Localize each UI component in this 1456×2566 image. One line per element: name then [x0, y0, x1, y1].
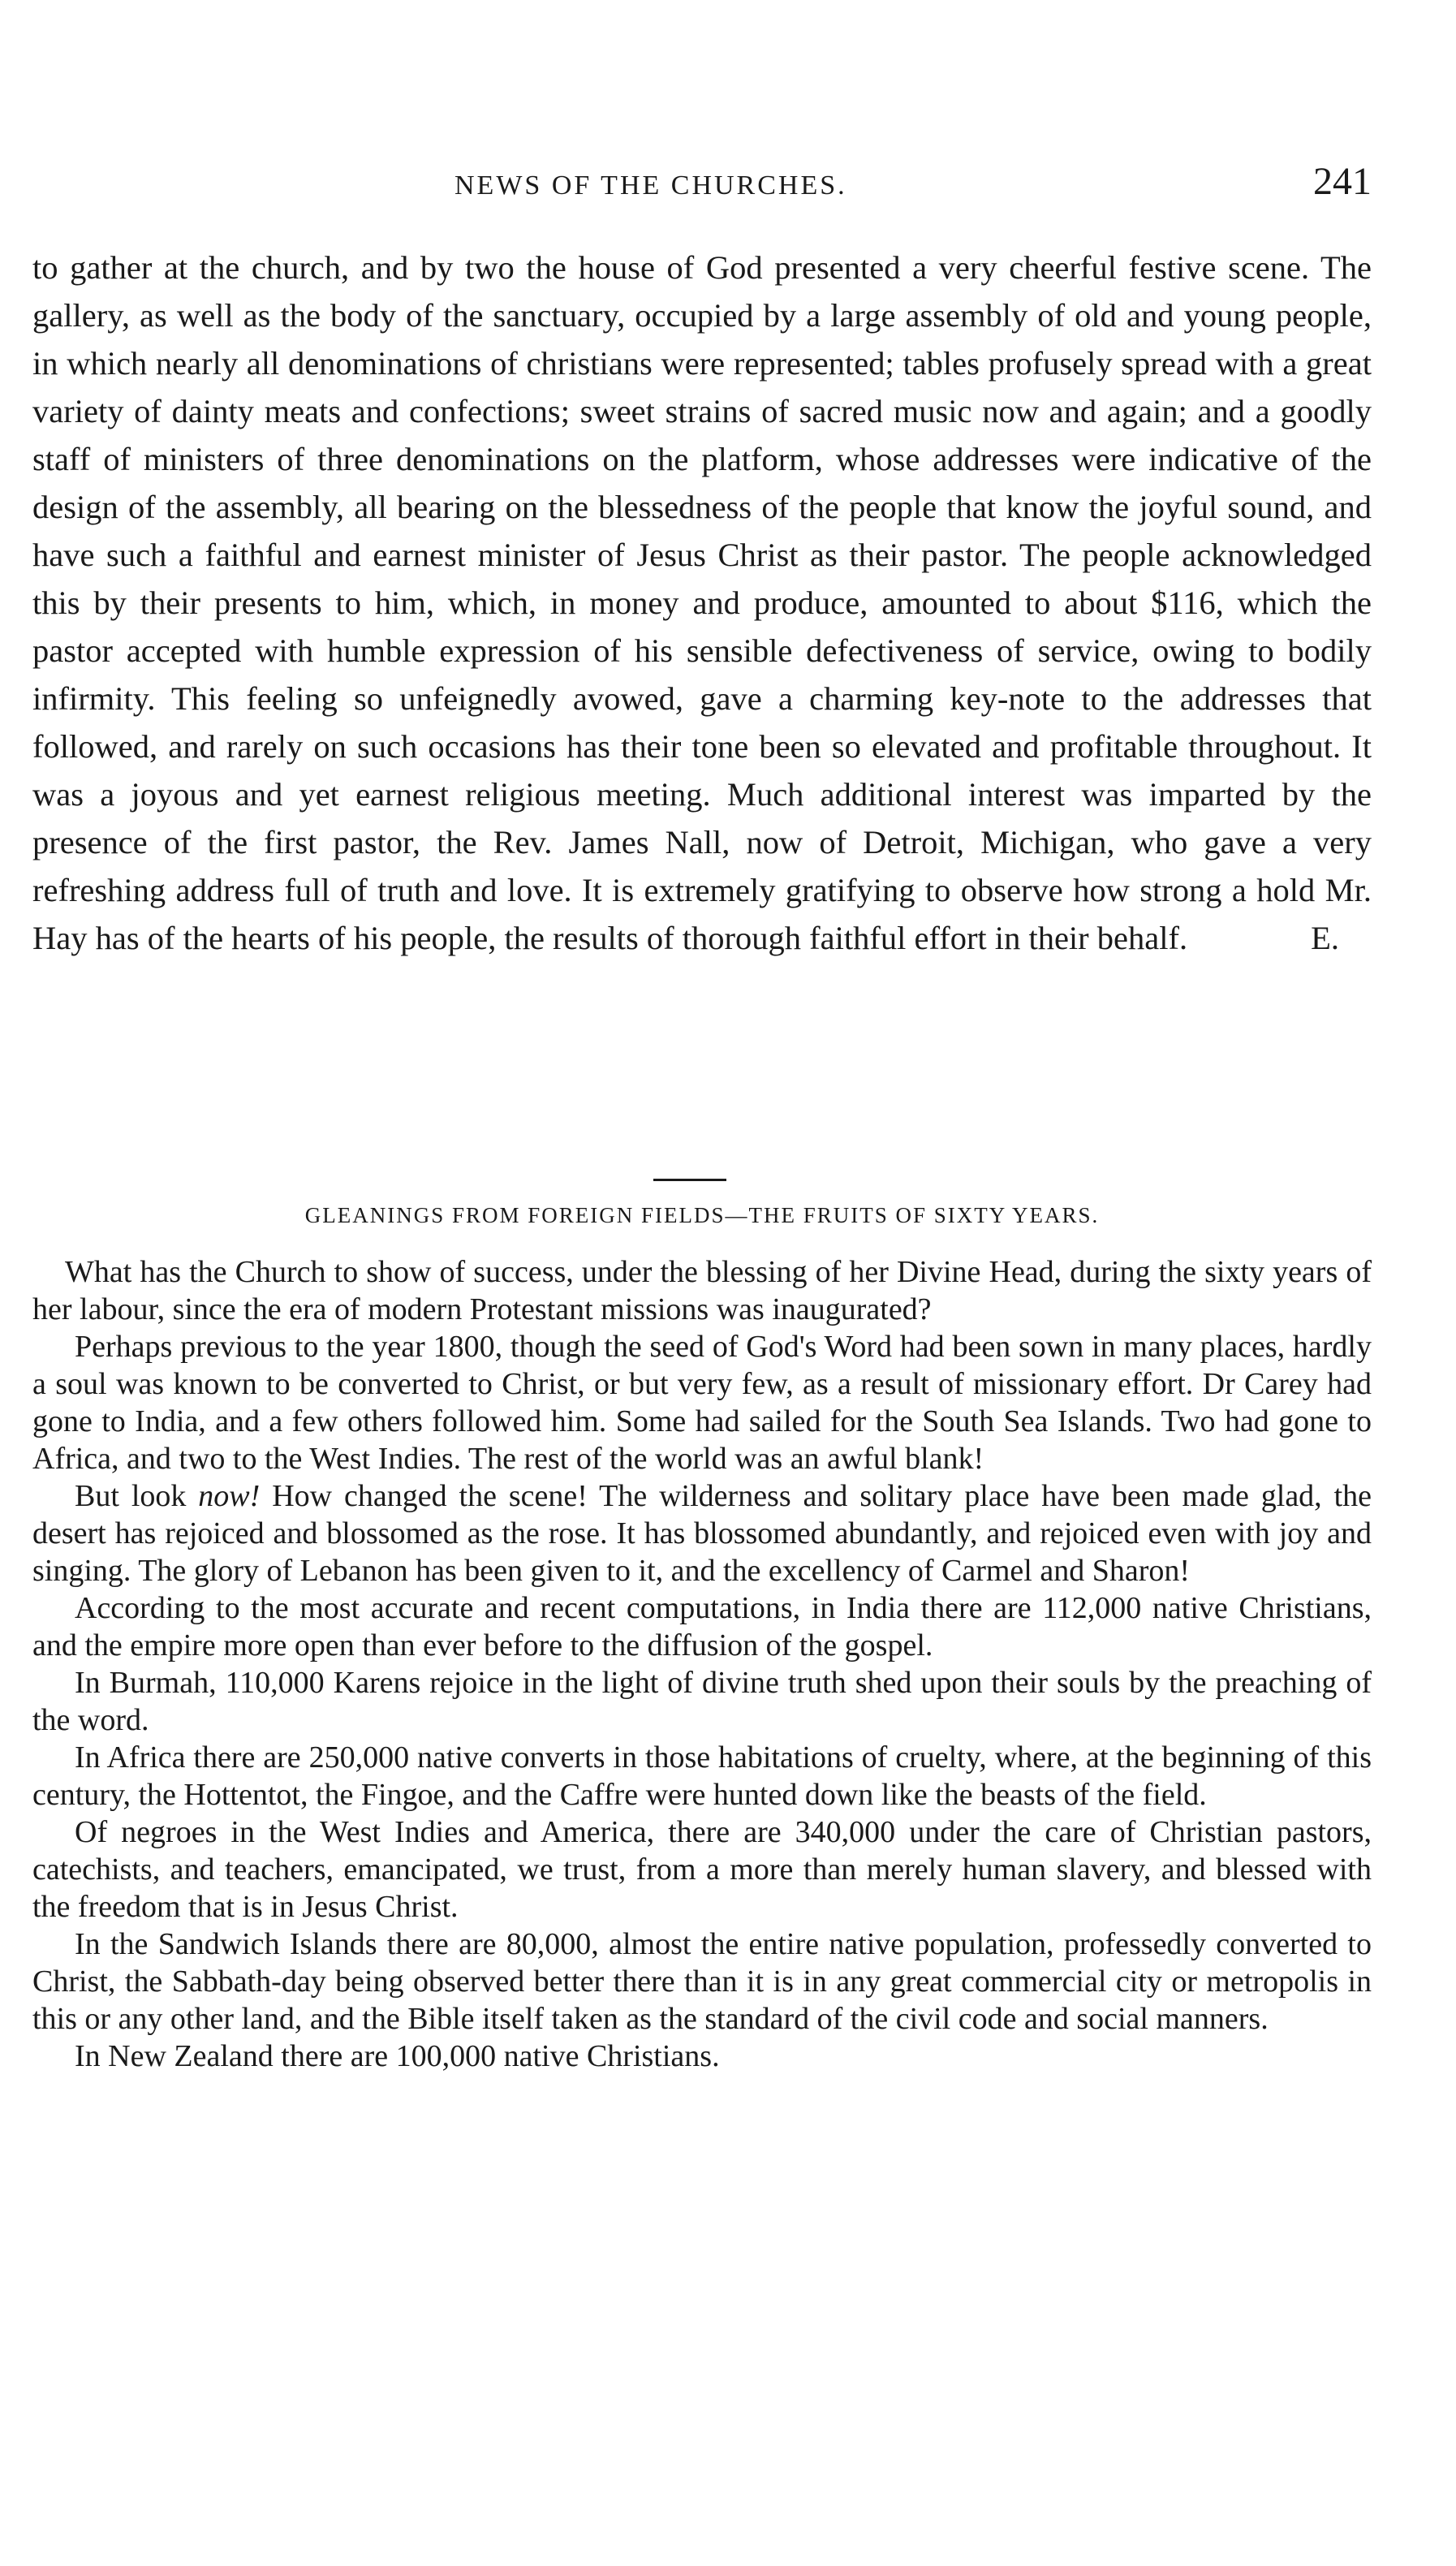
paragraph-new-zealand: In New Zealand there are 100,000 native Christians. [75, 2039, 720, 2073]
paragraph-burmah: In Burmah, 110,000 Karens rejoice in the light of divine truth shed upon their souls by the preaching of the word. [32, 1666, 1372, 1737]
book-page [32, 0, 1372, 2566]
section-divider [653, 1179, 726, 1181]
section-heading: GLEANINGS FROM FOREIGN FIELDS—THE FRUITS OF SIXTY YEARS. [304, 1203, 1100, 1227]
paragraph-lead: But look [75, 1479, 187, 1513]
paragraph-africa: In Africa there are 250,000 native converts in those habitations of cruelty, where, at the beginning of this century, the Hottentot, the Fingoe, and the Caffre were hunted down like the beasts of the field. [32, 1740, 1372, 1812]
running-head [32, 159, 1372, 208]
intro-text: to gather at the church, and by two the house of God presented a very cheerful festive scene. The gallery, as well as the body of the sanctuary, occupied by a large assembly of old and young people, in which nearly all denominations of christians were represented; tables profusely spread with a great variety of dainty meats and confections; sweet strains of sacred music now and again; and a goodly staff of ministers of three denominations on the platform, whose addresses were indicative of the design of the assembly, all bearing on the blessedness of the people that know the joyful sound, and have such a faithful and earnest minister of Jesus Christ as their pastor. The people acknowledged this by their presents to him, which, in money and produce, amounted to about $116, which the pastor accepted with humble expression of his sensible defectiveness of service, owing to bodily infirmity. This feeling so unfeignedly avowed, gave a charming key-note to the addresses that followed, and rarely on such occasions has their tone been so elevated and profitable throughout. It was a joyous and yet earnest religious meeting. Much additional interest was imparted by the presence of the first pastor, the Rev. James Nall, now of Detroit, Michigan, who gave a very refreshing address full of truth and love. It is extremely gratifying to observe how strong a hold Mr. Hay has of the hearts of his people, the results of thorough faithful effort in their behalf. [32, 249, 1372, 956]
paragraph-india: According to the most accurate and recent computations, in India there are 112,000 native Christians, and the empire more open than ever before to the diffusion of the gospel. [32, 1591, 1372, 1663]
paragraph-sandwich-islands: In the Sandwich Islands there are 80,000, almost the entire native population, professedly converted to Christ, the Sabbath-day being observed better there than it is in any great commercial city or metropolis in this or any other land, and the Bible itself taken as the standard of the civil code and social manners. [32, 1927, 1372, 2036]
paragraph-before-1800: Perhaps previous to the year 1800, though the seed of God's Word had been sown in many places, hardly a soul was known to be converted to Christ, or but very few, as a result of missionary effort. Dr Carey had gone to India, and a few others followed him. Some had sailed for the South Sea Islands. Two had gone to Africa, and two to the West Indies. The rest of the world was an awful blank! [32, 1330, 1372, 1476]
paragraph-emphasis: now! [198, 1479, 261, 1513]
running-title: NEWS OF THE CHURCHES. [454, 170, 847, 201]
paragraph-changed-scene [32, 1477, 1372, 1589]
paragraph-west-indies: Of negroes in the West Indies and America, there are 340,000 under the care of Christian pastors, catechists, and teachers, emancipated, we trust, from a more than merely human slavery, and blessed with the freedom that is in Jesus Christ. [32, 1815, 1372, 1924]
paragraph-question: What has the Church to show of success, under the blessing of her Divine Head, during the sixty years of her labour, since the era of modern Protestant missions was inaugurated? [32, 1255, 1372, 1326]
author-initial: E. [1311, 920, 1339, 956]
intro-paragraph [32, 244, 1372, 962]
section-body [32, 1253, 1372, 2075]
paragraph-rest: How changed the scene! The wilderness and solitary place have been made glad, the desert has rejoiced and blossomed as the rose. It has blossomed abundantly, and rejoiced even with joy and singing. The glory of Lebanon has been given to it, and the excellency of Carmel and Sharon! [32, 1479, 1372, 1588]
page-number: 241 [1313, 160, 1372, 203]
